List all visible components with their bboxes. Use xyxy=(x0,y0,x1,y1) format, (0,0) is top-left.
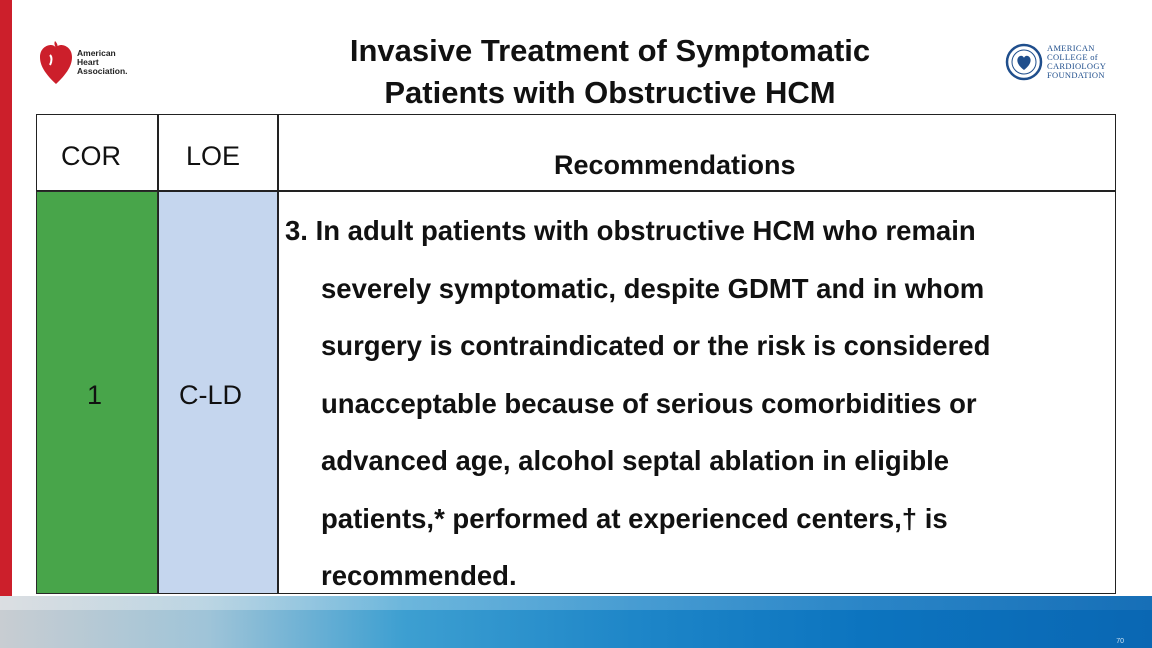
aha-logo-text: American Heart Association. xyxy=(77,47,128,76)
recommendation-line: unacceptable because of serious comorbidities or xyxy=(321,387,977,419)
header-cor-cell xyxy=(36,114,158,191)
loe-value-cell xyxy=(158,191,278,594)
recommendation-line: recommended. xyxy=(321,560,517,591)
recommendation-line: 3. In adult patients with obstructive HCM who remain xyxy=(285,215,976,246)
footer-band xyxy=(0,596,1152,648)
heart-torch-icon xyxy=(38,37,74,87)
header-recommendations-cell xyxy=(278,114,1116,191)
cor-value-cell xyxy=(36,191,158,594)
recommendation-line: advanced age, alcohol septal ablation in eligible xyxy=(321,445,950,476)
recommendation-line: patients,* performed at experienced centers,† is xyxy=(321,502,948,534)
loe-value: C-LD xyxy=(179,380,243,410)
recommendation-line: severely symptomatic, despite GDMT and in whom xyxy=(321,272,985,304)
header-loe-cell xyxy=(158,114,278,191)
left-accent-bar xyxy=(0,0,12,648)
acc-logo-text: AMERICAN COLLEGE of CARDIOLOGY FOUNDATION xyxy=(1047,43,1107,80)
title-line-2: Patients with Obstructive HCM xyxy=(384,75,836,110)
recommendation-text-cell xyxy=(278,191,1116,594)
recommendation-line: surgery is contraindicated or the risk is considered xyxy=(321,330,991,361)
header-cor-label: COR xyxy=(61,141,121,171)
header-loe-label: LOE xyxy=(186,141,241,171)
header-recommendations-label: Recommendations xyxy=(554,150,796,180)
page-number: 70 xyxy=(1116,638,1124,645)
title-line-1: Invasive Treatment of Symptomatic xyxy=(349,33,871,68)
recommendation-text xyxy=(285,202,1105,605)
acc-logo xyxy=(1005,40,1106,84)
aha-logo xyxy=(38,34,148,90)
acc-seal-icon xyxy=(1005,43,1043,81)
slide-title xyxy=(260,30,960,114)
recommendation-table xyxy=(36,114,1116,594)
cor-value: 1 xyxy=(87,380,103,410)
